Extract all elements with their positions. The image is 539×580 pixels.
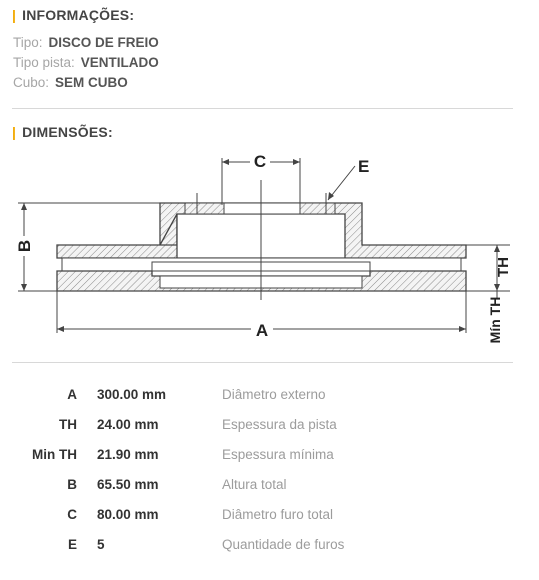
section-divider: [12, 362, 513, 363]
spec-row: [0, 507, 539, 527]
spec-description: Espessura da pista: [222, 417, 337, 432]
center-hole: [224, 203, 300, 214]
brake-disc-diagram: [0, 150, 539, 350]
info-label: Tipo:: [13, 35, 43, 50]
spec-description: Diâmetro furo total: [222, 507, 334, 522]
spec-code: Min TH: [32, 447, 77, 462]
accent-bar: |: [12, 124, 17, 140]
info-row-tipo: [13, 35, 159, 50]
spec-value: 24.00 mm: [97, 417, 159, 432]
dim-b-label: B: [15, 239, 34, 253]
spec-value: 21.90 mm: [97, 447, 159, 462]
info-row-cubo: [13, 75, 128, 90]
spec-row: [0, 387, 539, 407]
info-value: VENTILADO: [80, 55, 159, 70]
spec-value: 80.00 mm: [97, 507, 159, 522]
dim-c-label: C: [253, 152, 267, 171]
spec-description: Quantidade de furos: [222, 537, 345, 552]
spec-row: [0, 477, 539, 497]
dimensions-title-text: DIMENSÕES:: [22, 124, 113, 140]
info-value: SEM CUBO: [55, 75, 128, 90]
accent-bar: |: [12, 7, 17, 23]
spec-code: C: [67, 507, 77, 522]
spec-description: Espessura mínima: [222, 447, 334, 462]
spec-description: Altura total: [222, 477, 287, 492]
info-value: DISCO DE FREIO: [48, 35, 159, 50]
spec-code: A: [67, 387, 77, 402]
info-title-text: INFORMAÇÕES:: [22, 7, 135, 23]
dim-th-label: TH: [495, 257, 512, 277]
info-section-title: [12, 7, 134, 23]
spec-row: [0, 537, 539, 557]
spec-code: B: [67, 477, 77, 492]
dim-e-label: E: [358, 157, 370, 176]
spec-value: 300.00 mm: [97, 387, 167, 402]
spec-value: 65.50 mm: [97, 477, 159, 492]
dim-minth-label: Mín TH: [487, 296, 503, 344]
info-label: Cubo:: [13, 75, 50, 90]
dim-a-label: A: [255, 321, 269, 340]
spec-code: TH: [59, 417, 77, 432]
spec-description: Diâmetro externo: [222, 387, 326, 402]
spec-row: [0, 447, 539, 467]
section-divider: [12, 108, 513, 109]
spec-value: 5: [97, 537, 105, 552]
spec-code: E: [67, 537, 77, 552]
info-row-tipo-pista: [13, 55, 159, 70]
spec-row: [0, 417, 539, 437]
info-label: Tipo pista:: [13, 55, 75, 70]
dimensions-section-title: [12, 124, 113, 140]
